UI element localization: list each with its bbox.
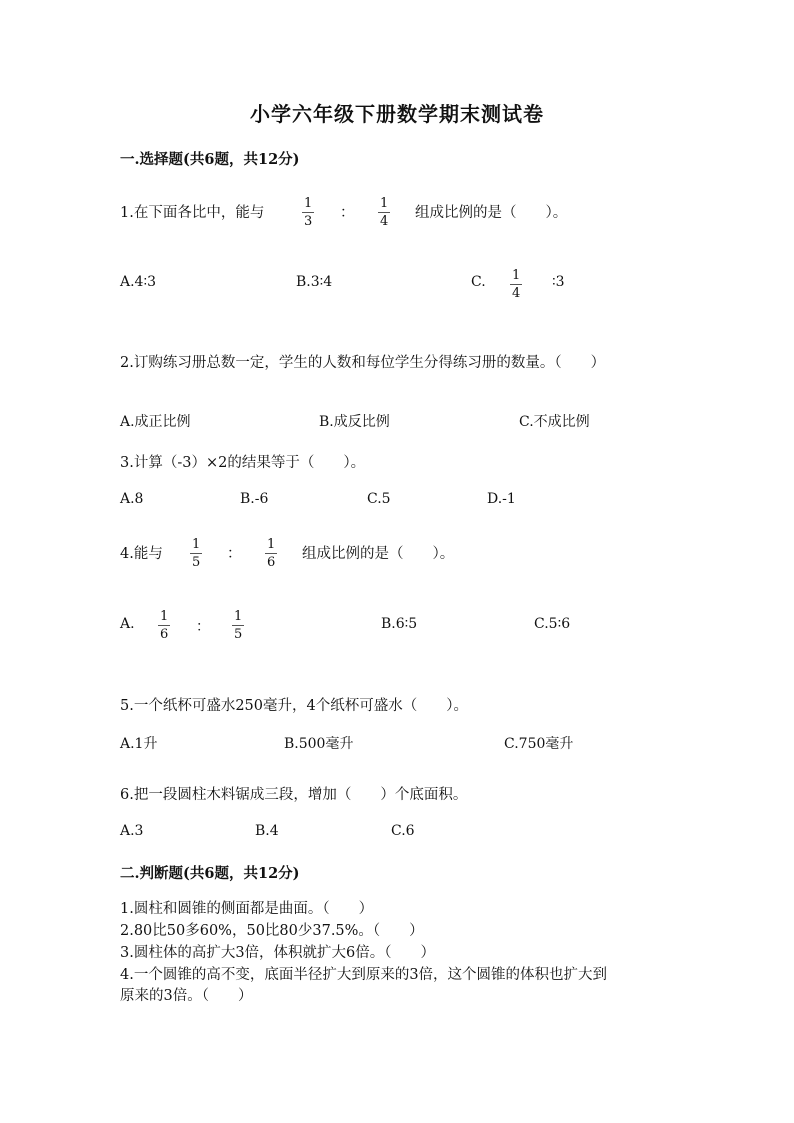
question-5-option-c[interactable]: C.750毫升 bbox=[504, 736, 574, 752]
page-title: 小学六年级下册数学期末测试卷 bbox=[250, 102, 544, 126]
fraction-denominator: 5 bbox=[234, 627, 243, 642]
judge-item-4-continued: 原来的3倍。（ ） bbox=[120, 988, 253, 1004]
fraction-bar bbox=[190, 553, 202, 554]
question-3-option-c[interactable]: C.5 bbox=[367, 491, 391, 507]
question-4-fraction-b bbox=[265, 537, 277, 570]
question-1-option-c-fraction bbox=[510, 268, 522, 301]
question-4-option-c[interactable]: C.5∶6 bbox=[534, 616, 571, 632]
fraction-numerator: 1 bbox=[512, 268, 521, 283]
fraction-bar bbox=[302, 212, 314, 213]
question-5-option-b[interactable]: B.500毫升 bbox=[284, 736, 354, 752]
question-5-option-a[interactable]: A.1升 bbox=[120, 736, 158, 752]
question-2-option-b[interactable]: B.成反比例 bbox=[319, 414, 390, 430]
question-4-option-a-fraction-1 bbox=[158, 609, 170, 642]
question-1-suffix: 组成比例的是（ ）。 bbox=[415, 205, 568, 221]
fraction-denominator: 6 bbox=[267, 555, 276, 570]
question-3-option-d[interactable]: D.-1 bbox=[487, 491, 516, 507]
question-1-option-b[interactable]: B.3∶4 bbox=[296, 274, 333, 290]
fraction-bar bbox=[378, 212, 390, 213]
question-4-colon: ： bbox=[227, 546, 242, 562]
question-4-fraction-a bbox=[190, 537, 202, 570]
question-1-fraction-a bbox=[302, 196, 314, 229]
fraction-denominator: 4 bbox=[380, 214, 389, 229]
fraction-bar bbox=[510, 284, 522, 285]
question-2-option-c[interactable]: C.不成比例 bbox=[519, 414, 590, 430]
question-6-option-c[interactable]: C.6 bbox=[391, 823, 415, 839]
fraction-numerator: 1 bbox=[234, 609, 243, 624]
question-1-option-c-prefix[interactable]: C. bbox=[471, 274, 486, 290]
question-3-text: 3.计算（-3）×2的结果等于（ ）。 bbox=[120, 455, 366, 471]
fraction-denominator: 5 bbox=[192, 555, 201, 570]
judge-item-4: 4.一个圆锥的高不变，底面半径扩大到原来的3倍，这个圆锥的体积也扩大到 bbox=[120, 967, 608, 983]
question-1-option-c-suffix: ∶3 bbox=[552, 274, 565, 290]
question-2-option-a[interactable]: A.成正比例 bbox=[120, 414, 191, 430]
fraction-numerator: 1 bbox=[160, 609, 169, 624]
question-4-option-b[interactable]: B.6∶5 bbox=[381, 616, 418, 632]
question-4-option-a-colon: ： bbox=[196, 619, 210, 635]
question-1-option-a[interactable]: A.4∶3 bbox=[120, 274, 157, 290]
question-2-text: 2.订购练习册总数一定，学生的人数和每位学生分得练习册的数量。（ ） bbox=[120, 355, 606, 371]
question-4-suffix: 组成比例的是（ ）。 bbox=[302, 546, 455, 562]
question-4-option-a-fraction-2 bbox=[232, 609, 244, 642]
question-1-prefix: 1.在下面各比中，能与 bbox=[120, 205, 265, 221]
fraction-numerator: 1 bbox=[380, 196, 389, 211]
fraction-numerator: 1 bbox=[304, 196, 313, 211]
question-1-colon: ： bbox=[340, 205, 355, 221]
judge-item-1: 1.圆柱和圆锥的侧面都是曲面。（ ） bbox=[120, 901, 374, 917]
question-1-fraction-b bbox=[378, 196, 390, 229]
question-6-option-a[interactable]: A.3 bbox=[120, 823, 144, 839]
fraction-numerator: 1 bbox=[192, 537, 201, 552]
fraction-denominator: 3 bbox=[304, 214, 313, 229]
fraction-bar bbox=[232, 625, 244, 626]
section-heading-choice: 一.选择题(共6题，共12分) bbox=[120, 151, 300, 168]
fraction-bar bbox=[265, 553, 277, 554]
question-3-option-b[interactable]: B.-6 bbox=[240, 491, 269, 507]
fraction-denominator: 4 bbox=[512, 286, 521, 301]
fraction-denominator: 6 bbox=[160, 627, 169, 642]
question-6-option-b[interactable]: B.4 bbox=[255, 823, 279, 839]
question-4-option-a-prefix[interactable]: A. bbox=[120, 616, 135, 632]
judge-item-2: 2.80比50多60%，50比80少37.5%。（ ） bbox=[120, 923, 424, 939]
fraction-bar bbox=[158, 625, 170, 626]
judge-item-3: 3.圆柱体的高扩大3倍，体积就扩大6倍。（ ） bbox=[120, 945, 436, 961]
question-6-text: 6.把一段圆柱木料锯成三段，增加（ ）个底面积。 bbox=[120, 787, 468, 803]
section-heading-judge: 二.判断题(共6题，共12分) bbox=[120, 865, 300, 882]
question-4-prefix: 4.能与 bbox=[120, 546, 163, 562]
fraction-numerator: 1 bbox=[267, 537, 276, 552]
question-5-text: 5.一个纸杯可盛水250毫升，4个纸杯可盛水（ ）。 bbox=[120, 698, 468, 714]
question-3-option-a[interactable]: A.8 bbox=[120, 491, 144, 507]
